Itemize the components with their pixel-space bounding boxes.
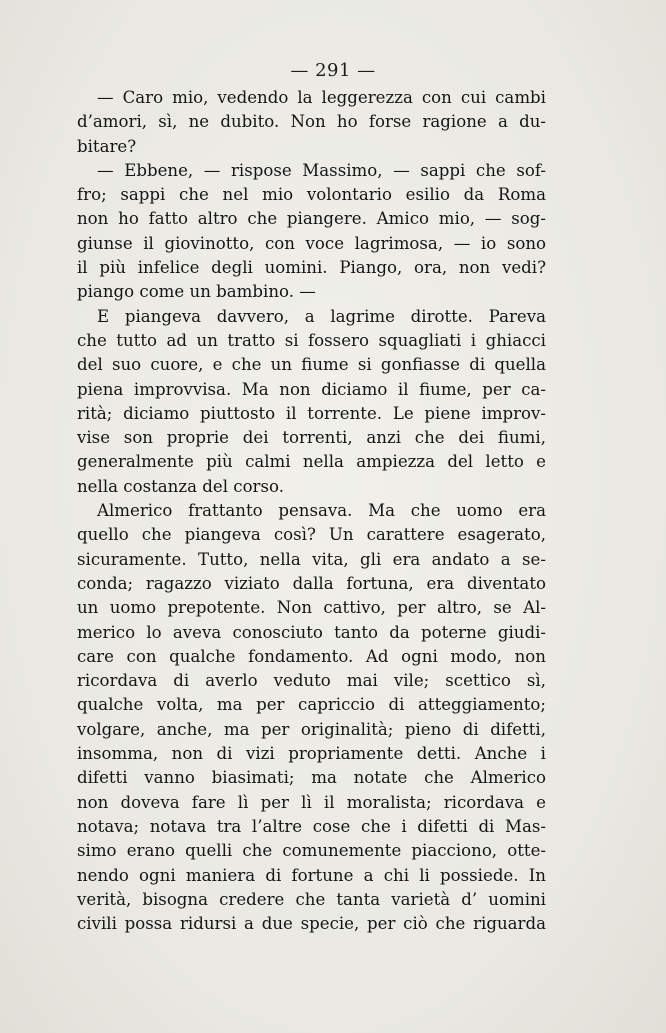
text-line: simo erano quelli che comunemente piacciono, otte-: [77, 841, 546, 861]
text-line: d’amori, sì, ne dubito. Non ho forse ragione a du-: [77, 112, 546, 132]
text-line: care con qualche fondamento. Ad ogni modo, non: [77, 646, 546, 666]
text-line: civili possa ridursi a due specie, per ciò che riguarda: [77, 914, 546, 934]
body-text: [77, 86, 546, 936]
text-line: — Caro mio, vedendo la leggerezza con cui cambi: [97, 88, 546, 107]
text-line: il più infelice degli uomini. Piango, ora, non vedi?: [77, 258, 546, 278]
text-line: quello che piangeva così? Un carattere esagerato,: [77, 525, 546, 545]
text-line: un uomo prepotente. Non cattivo, per altro, se Al-: [77, 598, 546, 618]
text-line: verità, bisogna credere che tanta varietà d’ uomini: [77, 889, 546, 909]
text-line: merico lo aveva conosciuto tanto da poterne giudi-: [77, 622, 546, 642]
text-line: insomma, non di vizi propriamente detti. Anche i: [77, 744, 546, 764]
text-line: notava; notava tra l’altre cose che i difetti di Mas-: [77, 816, 546, 836]
text-line: — Ebbene, — rispose Massimo, — sappi che sof-: [97, 160, 546, 180]
text-line: ricordava di averlo veduto mai vile; scettico sì,: [77, 671, 546, 691]
text-line: difetti vanno biasimati; ma notate che Almerico: [77, 768, 546, 788]
text-line: vise son proprie dei torrenti, anzi che dei fiumi,: [77, 428, 546, 448]
text-line: non doveva fare lì per lì il moralista; ricordava e: [77, 792, 546, 812]
text-line: E piangeva davvero, a lagrime dirotte. Pareva: [97, 306, 546, 326]
text-line: rità; diciamo piuttosto il torrente. Le piene improv-: [77, 403, 546, 423]
text-line: qualche volta, ma per capriccio di atteggiamento;: [77, 695, 546, 715]
text-line: nella costanza del corso.: [77, 476, 284, 496]
text-line: giunse il giovinotto, con voce lagrimosa, — io sono: [77, 233, 546, 253]
text-line: Almerico frattanto pensava. Ma che uomo era: [97, 501, 546, 521]
text-line: generalmente più calmi nella ampiezza del letto e: [77, 452, 546, 472]
page-number: — 291 —: [290, 60, 376, 81]
text-line: volgare, anche, ma per originalità; pieno di difetti,: [77, 719, 546, 739]
text-line: piena improvvisa. Ma non diciamo il fiume, per ca-: [77, 379, 546, 399]
text-line: piango come un bambino. —: [77, 282, 316, 302]
text-line: che tutto ad un tratto si fossero squagliati i ghiacci: [77, 330, 546, 350]
text-line: sicuramente. Tutto, nella vita, gli era andato a se-: [77, 549, 546, 569]
text-line: nendo ogni maniera di fortune a chi li possiede. In: [77, 865, 546, 885]
text-line: bitare?: [77, 136, 137, 156]
text-line: non ho fatto altro che piangere. Amico mio, — sog-: [77, 209, 546, 229]
text-line: conda; ragazzo viziato dalla fortuna, era diventato: [77, 573, 546, 593]
text-line: del suo cuore, e che un fiume si gonfiasse di quella: [77, 355, 546, 375]
text-line: fro; sappi che nel mio volontario esilio da Roma: [77, 185, 546, 205]
